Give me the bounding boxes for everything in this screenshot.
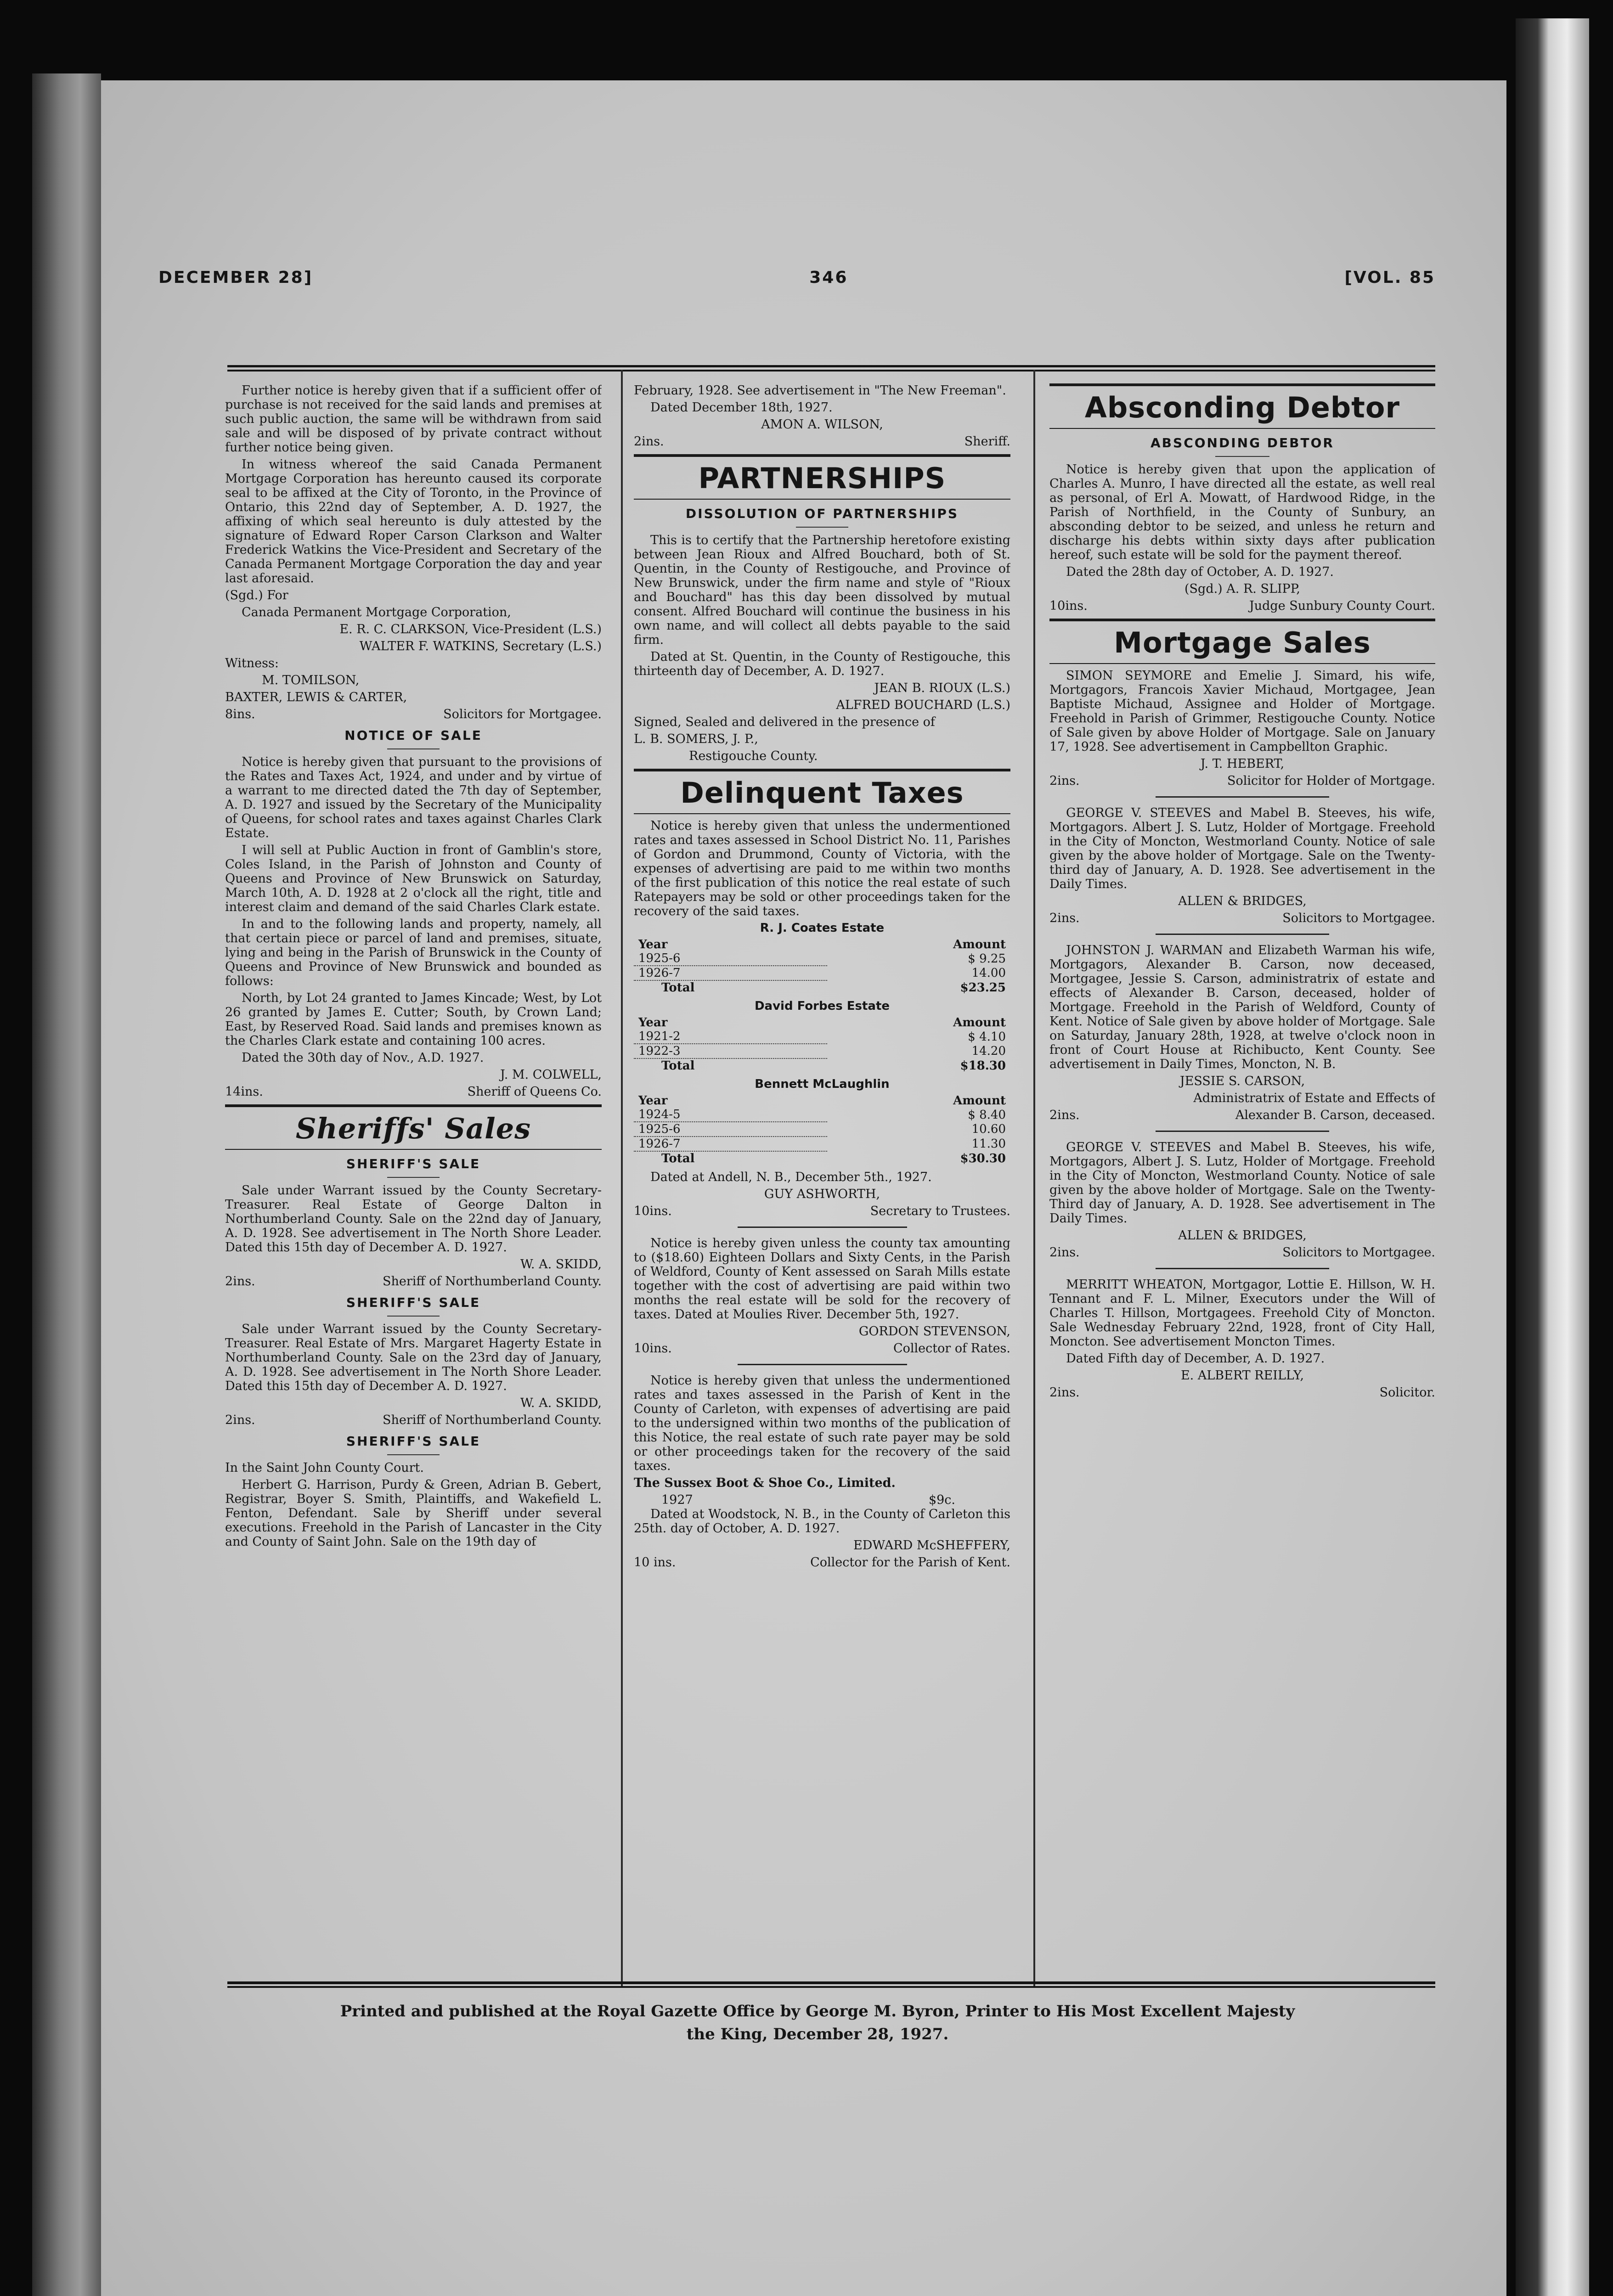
estate-name: David Forbes Estate: [754, 999, 890, 1013]
corporation-name: Canada Permanent Mortgage Corporation,: [242, 605, 511, 619]
column-middle: [634, 383, 1010, 2000]
tax-year: 1925-6: [634, 1122, 827, 1137]
tax-table: [634, 1094, 1010, 1165]
dated-line: Dated the 28th day of October, A. D. 1927.: [1066, 565, 1334, 579]
insertion-line: [1049, 1245, 1435, 1260]
notice-paragraph: Notice is hereby given that unless the undermentioned rates and taxes assessed in the Parish of Kent in the County of Carleton, with expenses of advertising are paid to the undersigned within two months of the publication of this Notice, the real estate of such rate payer may be sold or other proceedings taken for the recovery of the said taxes.: [634, 1373, 1010, 1473]
signatory-name: J. M. COLWELL,: [500, 1068, 602, 1082]
insertion-line: [225, 1085, 602, 1099]
header-date: DECEMBER 28]: [158, 268, 313, 287]
imprint-line: Printed and published at the Royal Gazette Office by George M. Byron, Printer to His Most Excellent Majesty: [340, 2002, 1295, 2020]
divider: [387, 748, 440, 749]
insertion-count: 8ins.: [225, 707, 255, 721]
signatory-role: Sheriff of Northumberland County.: [383, 1274, 602, 1289]
notice-paragraph: North, by Lot 24 granted to James Kincade; West, by Lot 26 granted by James E. Cutter; South, by Crown Land; East, by Reserved Road. Said lands and premises known as the Charles Clark estate and containing 100 acres.: [225, 991, 602, 1048]
insertion-line: [1049, 1385, 1435, 1400]
sheriffs-sales-heading: Sheriffs' Sales: [295, 1112, 531, 1145]
tax-amount: $ 8.40: [968, 1108, 1006, 1122]
insertion-count: 10 ins.: [634, 1555, 676, 1570]
dated-line: Dated December 18th, 1927.: [650, 400, 833, 415]
insertion-line: [1049, 774, 1435, 788]
dated-line: Dated at Andell, N. B., December 5th., 1927.: [650, 1170, 932, 1184]
divider: [1156, 934, 1329, 935]
insertion-count: 2ins.: [1049, 1108, 1080, 1122]
signed-sealed-line: Signed, Sealed and delivered in the presence of: [634, 715, 935, 729]
year-header: Year: [638, 1016, 668, 1030]
divider: [387, 1177, 440, 1178]
divider: [738, 1227, 907, 1228]
signatory-role: Solicitors to Mortgagee.: [1282, 911, 1435, 925]
column-divider: [621, 370, 623, 1986]
tax-year: 1925-6: [634, 951, 827, 966]
mortgage-sales-heading: Mortgage Sales: [1114, 626, 1371, 659]
notice-paragraph: This is to certify that the Partnership heretofore existing between Jean Rioux and Alfred Bouchard, both of St. Quentin, in the County of Restigouche, and Province of New Brunswick, under the firm name and style of "Rioux and Bouchard" has this day been dissolved by mutual consent. Alfred Bouchard will continue the business in his own name, and will collect all debts payable to the said firm.: [634, 533, 1010, 647]
column-divider: [1033, 370, 1035, 1986]
signature-line: ALFRED BOUCHARD (L.S.): [836, 698, 1010, 712]
tax-amount: $9c.: [928, 1493, 955, 1507]
notice-paragraph: SIMON SEYMORE and Emelie J. Simard, his wife, Mortgagors, Francois Xavier Michaud, Mortgagee, Jean Baptiste Michaud, Assignee and Holder of Mortgage. Freehold in Parish of Grimmer, Restigouche County. Notice of Sale given by above Holder of Mortgage. Sale on January 17, 1928. See advertisement in Campbellton Graphic.: [1049, 669, 1435, 754]
signatory-role: Solicitor.: [1379, 1385, 1435, 1400]
tax-amount: 10.60: [971, 1122, 1006, 1136]
notice-paragraph: February, 1928. See advertisement in "The New Freeman".: [634, 383, 1006, 398]
notice-paragraph: Notice is hereby given that upon the application of Charles A. Munro, I have directed all the estate, as well real as personal, of Erl A. Mowatt, of Hardwood Ridge, in the Parish of Northfield, in the County of Sunbury, an absconding debtor to be seized, and unless he return and discharge his debts within sixty days after publication hereof, such estate will be sold for the payment thereof.: [1049, 462, 1435, 562]
signatory-role: Sheriff.: [964, 434, 1010, 449]
notice-paragraph: Notice is hereby given that pursuant to the provisions of the Rates and Taxes Act, 1924, and under and by virtue of a warrant to me directed dated the 7th day of September, A. D. 1927 and issued by the Secretary of the Municipality of Queens, for school rates and taxes against Charles Clark Estate.: [225, 755, 602, 840]
signatory-role: Sheriff of Northumberland County.: [383, 1413, 602, 1427]
total-amount: $30.30: [960, 1151, 1006, 1165]
estate-tax-block: [634, 921, 1010, 995]
signatory-name: W. A. SKIDD,: [520, 1396, 602, 1410]
solicitors-role: Solicitors for Mortgagee.: [443, 707, 602, 721]
dated-line: Dated Fifth day of December, A. D. 1927.: [1066, 1351, 1325, 1366]
tax-amount: 14.00: [971, 966, 1006, 980]
signatory-name: (Sgd.) A. R. SLIPP,: [1184, 582, 1300, 596]
year-header: Year: [638, 1094, 668, 1108]
header-rule: [227, 365, 1435, 371]
total-label: Total: [661, 1152, 695, 1165]
dissolution-heading: DISSOLUTION OF PARTNERSHIPS: [685, 506, 959, 521]
section-rule: [634, 499, 1010, 500]
tax-year: 1924-5: [634, 1108, 827, 1122]
signature-line: E. R. C. CLARKSON, Vice-President (L.S.): [339, 622, 602, 636]
section-rule: [225, 1104, 602, 1107]
section-rule: [634, 813, 1010, 814]
administratrix-line: Administratrix of Estate and Effects of: [1193, 1091, 1435, 1105]
section-rule: [1049, 428, 1435, 429]
insertion-line: [225, 1413, 602, 1427]
signatory-name: ALLEN & BRIDGES,: [1178, 1228, 1307, 1243]
notice-paragraph: GEORGE V. STEEVES and Mabel B. Steeves, his wife, Mortgagors. Albert J. S. Lutz, Holder of Mortgage. Freehold in the City of Moncton, Westmorland County. Notice of sale given by the above holder of Mortgage. Sale on the Twenty-third day of January, A. D. 1928. See advertisement in the Daily Times.: [1049, 806, 1435, 891]
insertion-count: 14ins.: [225, 1085, 263, 1099]
signatory-role: Collector for the Parish of Kent.: [810, 1555, 1010, 1570]
signatory-name: EDWARD McSHEFFERY,: [853, 1538, 1010, 1553]
witness-name: M. TOMILSON,: [262, 673, 360, 687]
book-binding-left: [32, 73, 101, 2296]
notice-paragraph: GEORGE V. STEEVES and Mabel B. Steeves, his wife, Mortgagors, Albert J. S. Lutz, Holder of Mortgage. Freehold in the City of Moncton, Westmorland County. Notice of sale given by the above holder of Mortgage. Sale on the Twenty-Third day of January, A. D. 1928. See advertisement in The Daily Times.: [1049, 1140, 1435, 1226]
tax-row: [634, 1493, 1010, 1507]
signatory-role: Secretary to Trustees.: [870, 1204, 1010, 1218]
amount-header: Amount: [953, 1016, 1006, 1030]
absconding-debtor-heading: Absconding Debtor: [1084, 391, 1400, 424]
notice-paragraph: Further notice is hereby given that if a sufficient offer of purchase is not received for the said lands and premises at such public auction, the same will be withdrawn from said sale and will be disposed of by private contract without further notice being given.: [225, 383, 602, 455]
divider: [1156, 1268, 1329, 1269]
insertion-count: 2ins.: [634, 434, 664, 449]
insertion-line: [1049, 599, 1435, 613]
estate-name: Bennett McLaughlin: [755, 1077, 890, 1091]
absconding-debtor-subheading: ABSCONDING DEBTOR: [1151, 435, 1334, 450]
notice-paragraph: Notice is hereby given unless the county tax amounting to ($18.60) Eighteen Dollars and Sixty Cents, in the Parish of Weldford, County of Kent assessed on Sarah Mills estate together with the cost of advertising are paid within two months the real estate will be sold for the recovery of taxes. Dated at Moulies River. December 5th, 1927.: [634, 1236, 1010, 1322]
witness-label: Witness:: [225, 656, 279, 670]
notice-paragraph: Herbert G. Harrison, Purdy & Green, Adrian B. Gebert, Registrar, Boyer S. Smith, Plaintiffs, and Wakefield L. Fenton, Defendant. Sale by Sheriff under several executions. Freehold in the Parish of Lancaster in the City and County of Saint John. Sale on the 19th day of: [225, 1478, 602, 1549]
notice-paragraph: Notice is hereby given that unless the undermentioned rates and taxes assessed in School District No. 11, Parishes of Gordon and Drummond, County of Victoria, with the expenses of advertising are paid to me within two months of the first publication of this notice the real estate of such Ratepayers may be sold or other proceedings taken for the recovery of the said taxes.: [634, 819, 1010, 918]
signatory-name: JESSIE S. CARSON,: [1179, 1074, 1305, 1088]
dated-line: Dated at Woodstock, N. B., in the County of Carleton this 25th. day of October, A. D. 1927.: [634, 1507, 1010, 1536]
year-header: Year: [638, 938, 668, 951]
insertion-count: 2ins.: [225, 1274, 255, 1289]
signature-line: JEAN B. RIOUX (L.S.): [874, 681, 1010, 695]
notice-paragraph: In the Saint John County Court.: [225, 1461, 424, 1475]
insertion-count: 10ins.: [1049, 599, 1088, 613]
delinquent-taxes-heading: Delinquent Taxes: [680, 776, 964, 810]
notice-paragraph: MERRITT WHEATON, Mortgagor, Lottie E. Hillson, W. H. Tennant and F. L. Milner, Executors under the Will of Charles T. Hillson, Mortgagees. Freehold City of Moncton. Sale Wednesday February 22nd, 1928, front of City Hall, Moncton. See advertisement Moncton Times.: [1049, 1277, 1435, 1349]
notice-paragraph: Sale under Warrant issued by the County Secretary-Treasurer. Real Estate of Mrs. Margaret Hagerty Estate in Northumberland County. Sale on the 23rd day of January, A. D. 1928. See advertisement in The North Shore Leader. Dated this 15th day of December A. D. 1927.: [225, 1322, 602, 1393]
signature-line: WALTER F. WATKINS, Secretary (L.S.): [359, 639, 602, 653]
signatory-role: Collector of Rates.: [893, 1341, 1010, 1356]
tax-table: [634, 938, 1010, 995]
sheriffs-sale-subheading: SHERIFF'S SALE: [346, 1156, 481, 1171]
insertion-count: 2ins.: [1049, 911, 1080, 925]
insertion-line: [1049, 1108, 1435, 1122]
insertion-count: 2ins.: [1049, 1245, 1080, 1260]
signatory-role: Sheriff of Queens Co.: [467, 1085, 602, 1099]
taxpayer-company: The Sussex Boot & Shoe Co., Limited.: [634, 1476, 896, 1490]
tax-amount: $ 4.10: [968, 1030, 1006, 1044]
notice-paragraph: In witness whereof the said Canada Permanent Mortgage Corporation has hereunto caused its corporate seal to be affixed at the City of Toronto, in the Province of Ontario, this 22nd day of September, A. D. 1927, the affixing of which seal hereunto is duly attested by the signature of Edward Roper Carson Clarkson and Walter Frederick Watkins the Vice-President and Secretary of the Canada Permanent Mortgage Corporation the day and year last aforesaid.: [225, 457, 602, 585]
amount-header: Amount: [953, 1094, 1006, 1108]
total-label: Total: [661, 981, 695, 995]
signatory-name: W. A. SKIDD,: [520, 1257, 602, 1272]
divider: [738, 1364, 907, 1365]
tax-year: 1926-7: [634, 1137, 827, 1151]
notice-paragraph: JOHNSTON J. WARMAN and Elizabeth Warman his wife, Mortgagors, Alexander B. Carson, now deceased, Mortgagee, Jessie S. Carson, administratrix of estate and effects of Alexander B. Carson, deceased, holder of Mortgage. Freehold in the Parish of Weldford, County of Kent. Notice of Sale given by above holder of Mortgage. Sale on Saturday, January 28th, 1928, at twelve o'clock noon in front of Court House at Richibucto, Kent County. See advertisement in Daily Times, Moncton, N. B.: [1049, 943, 1435, 1071]
solicitors-name: BAXTER, LEWIS & CARTER,: [225, 690, 407, 704]
signatory-name: ALLEN & BRIDGES,: [1178, 894, 1307, 908]
sgd-line: (Sgd.) For: [225, 588, 288, 602]
amount-header: Amount: [953, 938, 1006, 951]
insertion-count: 10ins.: [634, 1204, 672, 1218]
section-rule: [1049, 663, 1435, 664]
insertion-line: [1049, 911, 1435, 925]
insertion-count: 10ins.: [634, 1341, 672, 1356]
insertion-count: 2ins.: [1049, 774, 1080, 788]
column-right: [1049, 383, 1435, 2000]
footer-rule: [227, 1981, 1435, 1988]
book-spine-right: [1516, 18, 1589, 2296]
dated-line: Dated the 30th day of Nov., A.D. 1927.: [242, 1051, 484, 1065]
estate-tax-block: [634, 999, 1010, 1073]
justice-name: L. B. SOMERS, J. P.,: [634, 732, 758, 746]
sheriffs-sale-subheading: SHERIFF'S SALE: [346, 1434, 481, 1449]
header-page-number: 346: [809, 268, 848, 287]
signatory-name: GORDON STEVENSON,: [858, 1324, 1010, 1339]
signatory-name: E. ALBERT REILLY,: [1180, 1368, 1304, 1383]
divider: [387, 1316, 440, 1317]
tax-year: 1922-3: [634, 1044, 827, 1058]
section-rule: [1049, 383, 1435, 386]
total-label: Total: [661, 1059, 695, 1073]
divider: [1215, 456, 1269, 457]
signatory-role: Solicitors to Mortgagee.: [1282, 1245, 1435, 1260]
signatory-name: J. T. HEBERT,: [1200, 757, 1285, 771]
insertion-line: [634, 1204, 1010, 1218]
imprint-line: the King, December 28, 1927.: [686, 2025, 949, 2043]
signatory-role: Judge Sunbury County Court.: [1249, 599, 1435, 613]
tax-amount: $ 9.25: [968, 951, 1006, 966]
partnerships-heading: PARTNERSHIPS: [698, 461, 946, 495]
insertion-line: [225, 1274, 602, 1289]
tax-table: [634, 1016, 1010, 1073]
column-left: [225, 383, 602, 2000]
signatory-role: Solicitor for Holder of Mortgage.: [1227, 774, 1435, 788]
divider: [796, 527, 849, 528]
divider: [1156, 1131, 1329, 1132]
signatory-name: AMON A. WILSON,: [761, 417, 883, 432]
insertion-line: [634, 1341, 1010, 1356]
insertion-line: [634, 434, 1010, 449]
signatory-role: Alexander B. Carson, deceased.: [1235, 1108, 1435, 1122]
justice-county: Restigouche County.: [689, 749, 818, 763]
page-header: [158, 250, 1435, 287]
estate-name: R. J. Coates Estate: [760, 921, 885, 935]
estate-tax-block: [634, 1077, 1010, 1165]
divider: [1156, 796, 1329, 798]
section-rule: [225, 1149, 602, 1150]
tax-year: 1927: [661, 1493, 693, 1507]
tax-amount: 14.20: [971, 1044, 1006, 1058]
imprint-footer: [193, 2000, 1442, 2046]
insertion-line: [225, 707, 602, 721]
divider: [387, 1454, 440, 1455]
section-rule: [1049, 619, 1435, 621]
tax-amount: 11.30: [971, 1137, 1006, 1151]
tax-year: 1921-2: [634, 1030, 827, 1044]
header-volume: [VOL. 85: [1344, 268, 1435, 287]
notice-paragraph: In and to the following lands and property, namely, all that certain piece or parcel of land and premises, situate, lying and being in the Parish of Brunswick in the County of Queens and Province of New Brunswick and bounded as follows:: [225, 917, 602, 988]
total-amount: $23.25: [960, 980, 1006, 995]
insertion-line: [634, 1555, 1010, 1570]
total-amount: $18.30: [960, 1058, 1006, 1073]
notice-of-sale-heading: NOTICE OF SALE: [344, 728, 482, 743]
notice-paragraph: I will sell at Public Auction in front of Gamblin's store, Coles Island, in the Parish of Johnston and County of Queens and Province of New Brunswick on Saturday, March 10th, A. D. 1928 at 2 o'clock all the right, title and interest claim and demand of the said Charles Clark estate.: [225, 843, 602, 914]
notice-paragraph: Dated at St. Quentin, in the County of Restigouche, this thirteenth day of December, A. D. 1927.: [634, 650, 1010, 678]
signatory-name: GUY ASHWORTH,: [764, 1187, 880, 1201]
insertion-count: 2ins.: [1049, 1385, 1080, 1400]
notice-paragraph: Sale under Warrant issued by the County Secretary-Treasurer. Real Estate of George Dalton in Northumberland County. Sale on the 22nd day of January, A. D. 1928. See advertisement in The North Shore Leader. Dated this 15th day of December A. D. 1927.: [225, 1183, 602, 1255]
tax-year: 1926-7: [634, 966, 827, 980]
section-rule: [634, 454, 1010, 457]
insertion-count: 2ins.: [225, 1413, 255, 1427]
section-rule: [634, 769, 1010, 771]
sheriffs-sale-subheading: SHERIFF'S SALE: [346, 1295, 481, 1310]
